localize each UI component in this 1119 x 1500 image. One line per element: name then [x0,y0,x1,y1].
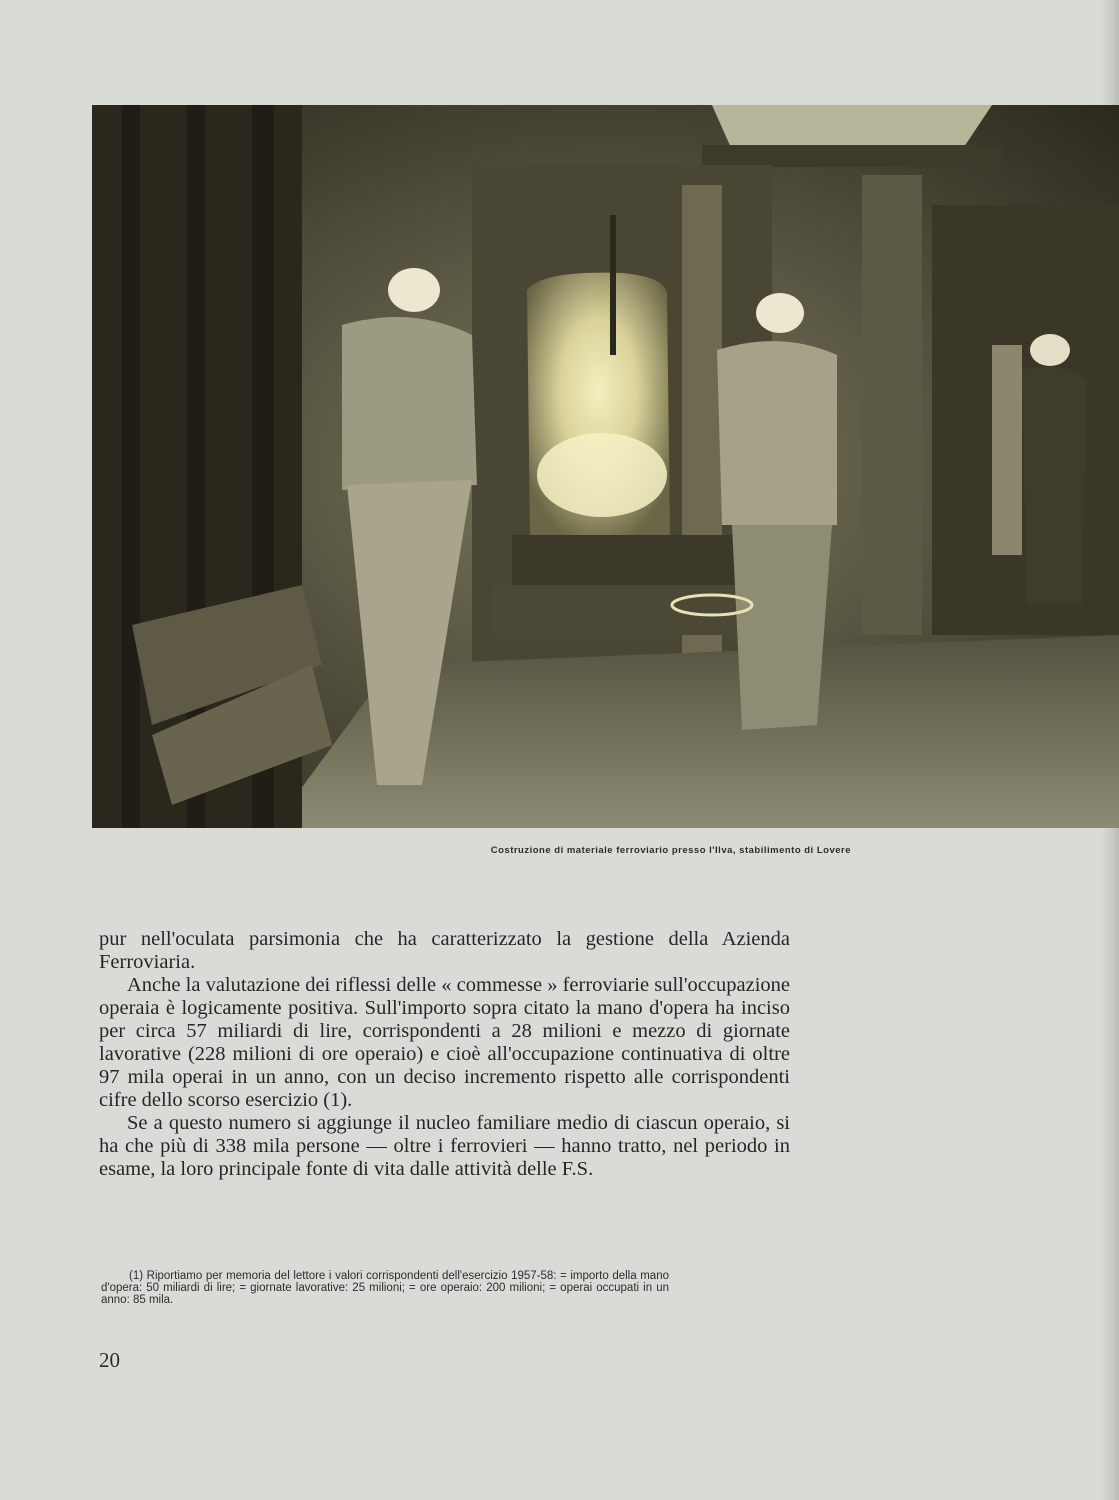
footnote-text: (1) Riportiamo per memoria del lettore i valori corrispondenti dell'esercizio 1957-58: = importo della mano d'opera: 50 miliardi di lire; = giornate lavorative: 25 milioni; = ore operaio: 200 milioni; = operai occupati in un anno: 85 mila. [101,1270,669,1306]
paragraph-continuation: pur nell'oculata parsimonia che ha caratterizzato la gestione della Azienda Ferroviaria. [99,928,790,973]
paragraph-families: Se a questo numero si aggiunge il nucleo familiare medio di ciascun operaio, si ha che più di 338 mila persone — oltre i ferrovieri — hanno tratto, nel periodo in esame, la loro principale fonte di vita dalle attività delle F.S. [99,1112,790,1180]
footnote [101,1270,669,1306]
article-body [99,928,790,1181]
factory-photo-icon [92,105,1119,828]
page-number: 20 [99,1348,120,1372]
factory-photo [92,105,1119,828]
paragraph-employment: Anche la valutazione dei riflessi delle « commesse » ferroviarie sull'occupazione operaia è logicamente positiva. Sull'importo sopra citato la mano d'opera ha inciso per circa 57 miliardi di lire, corrispondenti a 28 milioni e mezzo di giornate lavorative (228 milioni di ore operaio) e cioè all'occupazione continuativa di oltre 97 mila operai in un anno, con un deciso incremento rispetto alle corrispondenti cifre dello scorso esercizio (1). [99,974,790,1111]
photo-caption: Costruzione di materiale ferroviario presso l'Ilva, stabilimento di Lovere [490,845,851,856]
